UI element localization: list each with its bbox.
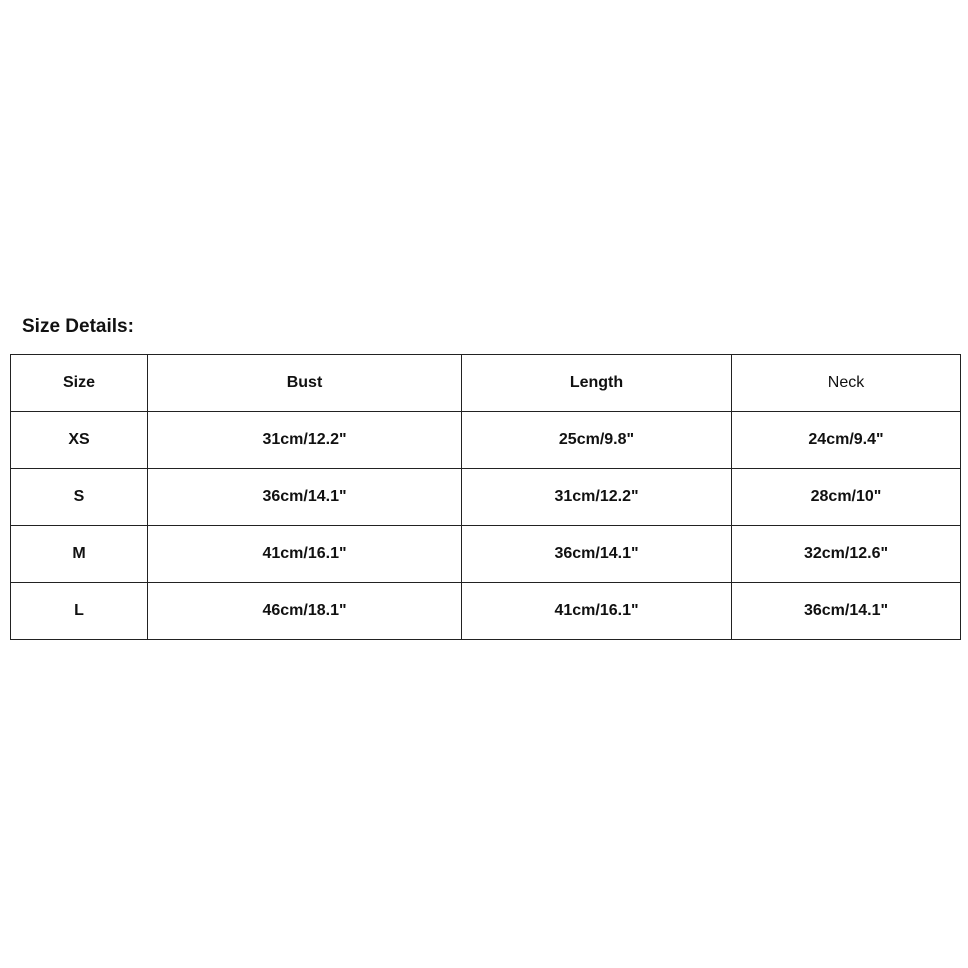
cell-bust: 46cm/18.1"	[148, 583, 462, 640]
cell-neck: 28cm/10"	[732, 469, 961, 526]
header-size: Size	[11, 355, 148, 412]
cell-bust: 41cm/16.1"	[148, 526, 462, 583]
header-bust: Bust	[148, 355, 462, 412]
cell-neck: 36cm/14.1"	[732, 583, 961, 640]
table-row	[11, 469, 961, 526]
cell-neck: 32cm/12.6"	[732, 526, 961, 583]
size-chart-table	[10, 354, 961, 640]
header-length: Length	[462, 355, 732, 412]
table-header-row	[11, 355, 961, 412]
cell-size: L	[11, 583, 148, 640]
table-row	[11, 526, 961, 583]
table-row	[11, 583, 961, 640]
cell-length: 31cm/12.2"	[462, 469, 732, 526]
cell-neck: 24cm/9.4"	[732, 412, 961, 469]
cell-bust: 31cm/12.2"	[148, 412, 462, 469]
cell-bust: 36cm/14.1"	[148, 469, 462, 526]
cell-length: 36cm/14.1"	[462, 526, 732, 583]
table-row	[11, 412, 961, 469]
page-title: Size Details:	[22, 316, 134, 337]
cell-length: 41cm/16.1"	[462, 583, 732, 640]
cell-size: XS	[11, 412, 148, 469]
header-neck: Neck	[732, 355, 961, 412]
cell-length: 25cm/9.8"	[462, 412, 732, 469]
cell-size: M	[11, 526, 148, 583]
cell-size: S	[11, 469, 148, 526]
